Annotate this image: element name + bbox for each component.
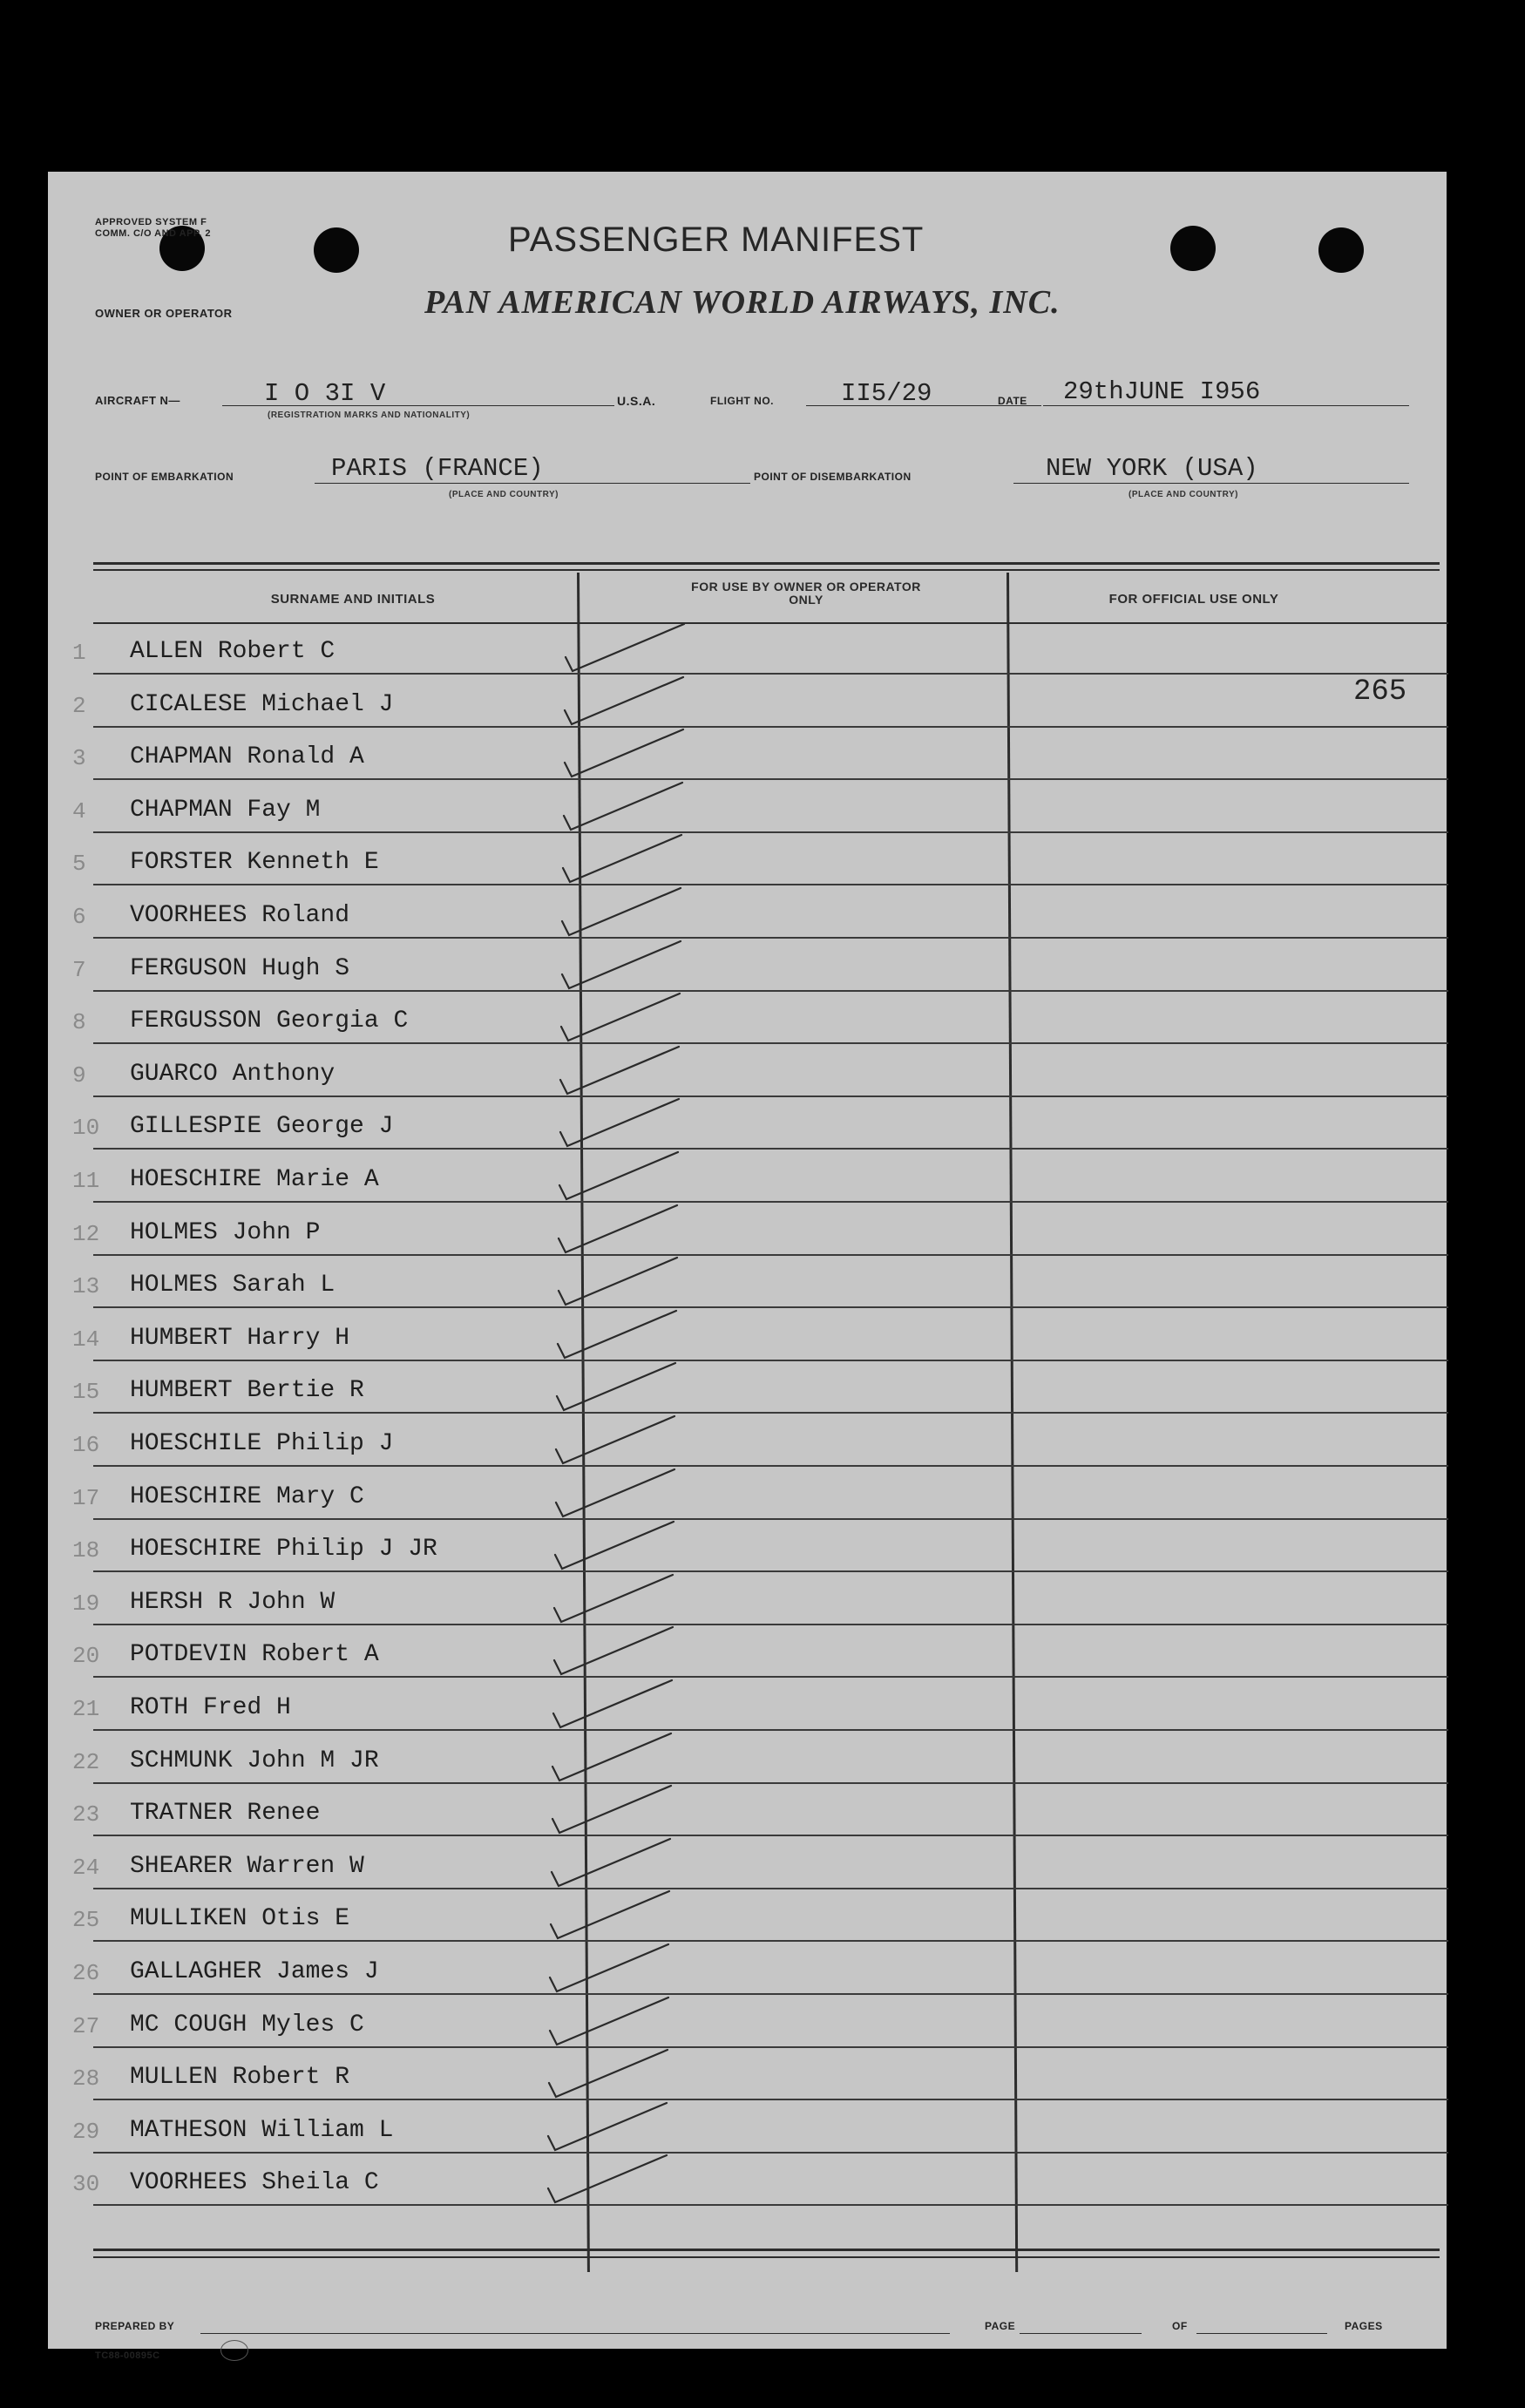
row-rule [93, 1624, 1448, 1625]
check-mark-icon [556, 990, 687, 1051]
row-number: 9 [72, 1062, 86, 1089]
passenger-name: HOLMES Sarah L [130, 1272, 336, 1299]
flight-label: FLIGHT NO. [710, 395, 774, 407]
row-number: 17 [72, 1485, 100, 1511]
passenger-name: HOLMES John P [130, 1219, 321, 1246]
owner-label: OWNER OR OPERATOR [95, 307, 233, 320]
date-label: DATE [998, 395, 1027, 407]
row-number: 4 [72, 798, 86, 824]
row-rule [93, 884, 1448, 885]
check-mark-icon [560, 621, 691, 682]
row-rule [93, 1095, 1448, 1097]
aircraft-label: AIRCRAFT N— [95, 394, 180, 407]
row-number: 29 [72, 2119, 100, 2145]
aircraft-sub: (REGISTRATION MARKS AND NATIONALITY) [268, 410, 471, 420]
page-title: PASSENGER MANIFEST [508, 220, 925, 259]
disembark-underline [1013, 483, 1409, 484]
passenger-name: ROTH Fred H [130, 1694, 291, 1721]
of-underline [1196, 2333, 1327, 2334]
passenger-name: MC COUGH Myles C [130, 2011, 364, 2038]
row-rule [93, 990, 1448, 992]
row-rule [93, 1782, 1448, 1784]
row-rule [93, 1570, 1448, 1572]
punch-hole-right-2 [1318, 227, 1364, 273]
check-mark-icon [553, 1254, 684, 1315]
passenger-name: FERGUSON Hugh S [130, 955, 350, 982]
passenger-name: FORSTER Kenneth E [130, 849, 379, 876]
passenger-name: HUMBERT Bertie R [130, 1377, 364, 1404]
embark-underline [315, 483, 750, 484]
passenger-name: CHAPMAN Fay M [130, 797, 321, 824]
passenger-name: MATHESON William L [130, 2117, 394, 2144]
row-rule [93, 778, 1448, 780]
pages-label: PAGES [1345, 2320, 1383, 2332]
check-mark-icon [552, 1360, 682, 1421]
row-number: 26 [72, 1960, 100, 1986]
check-mark-icon [543, 2152, 674, 2213]
table-bottom-rule [93, 2249, 1440, 2251]
row-number: 2 [72, 693, 86, 719]
embark-value: PARIS (FRANCE) [331, 454, 544, 483]
row-number: 8 [72, 1009, 86, 1035]
passenger-name: HOESCHILE Philip J [130, 1430, 394, 1457]
row-rule [93, 937, 1448, 939]
row-rule [93, 1465, 1448, 1467]
company-name: PAN AMERICAN WORLD AIRWAYS, INC. [424, 284, 1061, 321]
usa-label: U.S.A. [617, 394, 656, 408]
row-number: 13 [72, 1273, 100, 1299]
check-mark-icon [551, 1413, 681, 1474]
row-rule [93, 1360, 1448, 1361]
passenger-name: VOORHEES Roland [130, 902, 350, 929]
row-number: 5 [72, 851, 86, 877]
check-mark-icon [547, 1782, 678, 1843]
column-divider-2 [1006, 573, 1018, 2272]
row-number: 10 [72, 1115, 100, 1141]
check-mark-icon [558, 831, 688, 892]
check-mark-icon [555, 1095, 686, 1157]
row-number: 20 [72, 1643, 100, 1669]
of-label: OF [1172, 2320, 1188, 2332]
passenger-name: GUARCO Anthony [130, 1061, 336, 1088]
row-rule [93, 1148, 1448, 1150]
printer-stamp [220, 2340, 248, 2361]
embark-label: POINT OF EMBARKATION [95, 471, 234, 483]
row-rule [93, 1412, 1448, 1414]
punch-hole-left-2 [314, 227, 359, 273]
prepared-by-underline [200, 2333, 950, 2334]
manifest-sheet [48, 172, 1447, 2361]
row-number: 1 [72, 640, 86, 666]
disembark-sub: (PLACE AND COUNTRY) [1128, 490, 1238, 499]
row-rule [93, 1940, 1448, 1942]
row-rule [93, 1676, 1448, 1678]
row-rule [93, 1306, 1448, 1308]
table-top-rule-2 [93, 569, 1440, 571]
check-mark-icon [554, 1149, 685, 1210]
disembark-label: POINT OF DISEMBARKATION [754, 471, 912, 483]
row-rule [93, 1993, 1448, 1995]
row-rule [93, 1518, 1448, 1520]
passenger-name: CICALESE Michael J [130, 691, 394, 718]
passenger-name: HOESCHIRE Mary C [130, 1483, 364, 1510]
row-number: 28 [72, 2065, 100, 2092]
page-underline [1020, 2333, 1142, 2334]
row-rule [93, 1201, 1448, 1203]
passenger-name: VOORHEES Sheila C [130, 2169, 379, 2196]
check-mark-icon [548, 1677, 679, 1738]
row-rule [93, 1888, 1448, 1889]
page-label: PAGE [985, 2320, 1016, 2332]
column-header-official: FOR OFFICIAL USE ONLY [1108, 592, 1279, 607]
passenger-name: CHAPMAN Ronald A [130, 743, 364, 770]
row-number: 6 [72, 904, 86, 930]
embark-sub: (PLACE AND COUNTRY) [449, 490, 559, 499]
row-rule [93, 1729, 1448, 1731]
passenger-name: MULLIKEN Otis E [130, 1905, 350, 1932]
check-mark-icon [557, 885, 688, 946]
row-rule [93, 2099, 1448, 2100]
column-header-owner: FOR USE BY OWNER OR OPERATOR ONLY [691, 580, 921, 607]
check-mark-icon [546, 1888, 676, 1949]
passenger-name: ALLEN Robert C [130, 638, 336, 665]
check-mark-icon [559, 726, 690, 787]
date-value: 29thJUNE I956 [1063, 377, 1261, 406]
disembark-value: NEW YORK (USA) [1046, 454, 1258, 483]
passenger-name: HUMBERT Harry H [130, 1325, 350, 1352]
row-number: 12 [72, 1221, 100, 1247]
row-number: 7 [72, 957, 86, 983]
aircraft-value: I O 3I V [264, 379, 386, 408]
passenger-name: HOESCHIRE Marie A [130, 1166, 379, 1193]
row-rule [93, 831, 1448, 833]
passenger-name: GILLESPIE George J [130, 1113, 394, 1140]
column-header-names: SURNAME AND INITIALS [270, 592, 436, 607]
row-number: 23 [72, 1801, 100, 1828]
row-number: 30 [72, 2171, 100, 2197]
passenger-name: TRATNER Renee [130, 1800, 321, 1827]
row-number: 3 [72, 745, 86, 771]
row-rule [93, 1042, 1448, 1044]
row-rule [93, 2046, 1448, 2048]
table-bottom-rule-2 [93, 2256, 1440, 2258]
passenger-name: SHEARER Warren W [130, 1853, 364, 1880]
row-number: 11 [72, 1168, 100, 1194]
check-mark-icon [544, 2046, 674, 2107]
row-number: 18 [72, 1537, 100, 1564]
passenger-name: MULLEN Robert R [130, 2064, 350, 2091]
passenger-name: GALLAGHER James J [130, 1958, 379, 1985]
punch-hole-right-1 [1170, 226, 1216, 271]
row-rule [93, 2204, 1448, 2206]
passenger-name: POTDEVIN Robert A [130, 1641, 379, 1668]
row-rule [93, 726, 1448, 728]
table-top-rule [93, 562, 1440, 565]
approval-note: APPROVED SYSTEM F COMM. C/O AND APP. 2 [95, 217, 212, 239]
passenger-name: HOESCHIRE Philip J JR [130, 1536, 437, 1563]
row-number: 27 [72, 2013, 100, 2039]
passenger-name: SCHMUNK John M JR [130, 1747, 379, 1774]
passenger-name: FERGUSSON Georgia C [130, 1007, 409, 1034]
row-number: 14 [72, 1326, 100, 1353]
passenger-name: HERSH R John W [130, 1589, 336, 1616]
row-number: 16 [72, 1432, 100, 1458]
row-number: 25 [72, 1907, 100, 1933]
row-number: 24 [72, 1855, 100, 1881]
official-note: 265 [1353, 675, 1407, 709]
check-mark-icon [550, 1518, 681, 1579]
row-rule [93, 1254, 1448, 1256]
row-number: 21 [72, 1696, 100, 1722]
form-number: TC88-00895C [95, 2350, 160, 2361]
row-rule [93, 673, 1448, 675]
flight-value: II5/29 [841, 379, 932, 408]
header-bottom-rule [93, 622, 1448, 624]
row-rule [93, 1835, 1448, 1836]
prepared-by-label: PREPARED BY [95, 2320, 175, 2332]
row-number: 22 [72, 1749, 100, 1775]
row-number: 15 [72, 1379, 100, 1405]
row-number: 19 [72, 1591, 100, 1617]
row-rule [93, 2152, 1448, 2154]
check-mark-icon [545, 1941, 675, 2002]
check-mark-icon [549, 1624, 680, 1685]
